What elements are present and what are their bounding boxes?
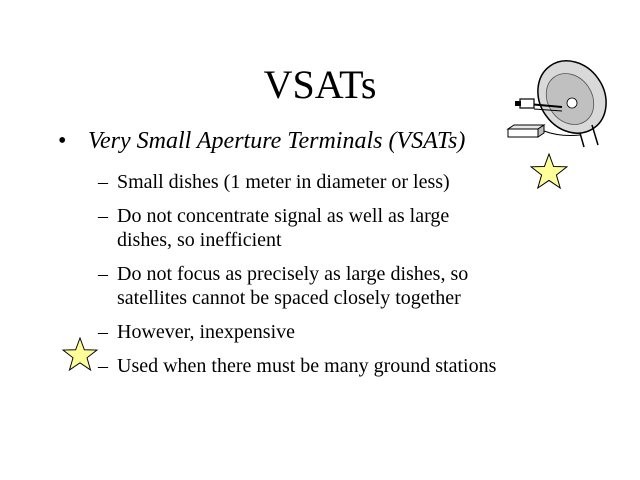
sub-bullet-4 (98, 320, 618, 344)
sub-bullet-5 (98, 354, 618, 378)
sub-bullet-list (98, 170, 618, 388)
main-bullet (58, 125, 465, 157)
star-icon (62, 337, 98, 371)
sub-bullet-2 (98, 204, 618, 252)
dash-marker: – (98, 205, 108, 227)
sub-bullet-line: Small dishes (1 meter in diameter or less) (117, 171, 450, 193)
sub-bullet-3 (98, 262, 618, 310)
bullet-marker: • (58, 128, 67, 154)
sub-bullet-line: However, inexpensive (117, 321, 296, 343)
main-bullet-text: Very Small Aperture Terminals (VSATs) (88, 128, 466, 154)
dash-marker: – (98, 321, 108, 343)
dash-marker: – (98, 171, 108, 193)
dash-marker: – (98, 355, 108, 377)
dash-marker: – (98, 263, 108, 285)
sub-bullet-line: Used when there must be many ground stations (117, 355, 497, 377)
sub-bullet-line: Do not focus as precisely as large dishes, so (117, 263, 469, 285)
sub-bullet-line: dishes, so inefficient (117, 229, 282, 251)
sub-bullet-line: Do not concentrate signal as well as large (117, 205, 450, 227)
sub-bullet-line: satellites cannot be spaced closely together (117, 287, 461, 309)
slide-title: VSATs (263, 62, 377, 107)
star-icon (530, 153, 568, 189)
satellite-dish-icon (500, 55, 610, 150)
